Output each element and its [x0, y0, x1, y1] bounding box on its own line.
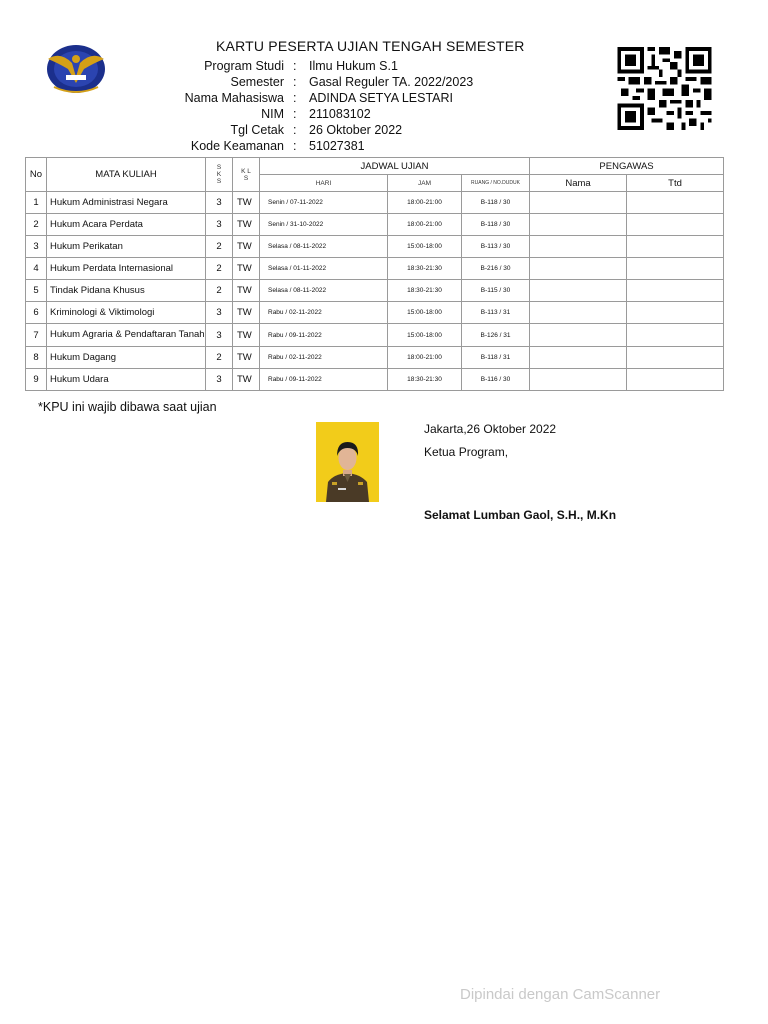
cell-ruang: B-113 / 31 [462, 302, 530, 324]
cell-mata-kuliah: Hukum Agraria & Pendaftaran Tanah [47, 324, 206, 347]
signature-role: Ketua Program, [424, 445, 509, 459]
cell-ruang: B-118 / 30 [462, 192, 530, 214]
cell-kls: TW [233, 192, 260, 214]
cell-pengawas-ttd [627, 302, 724, 324]
info-label: Program Studi [204, 59, 284, 73]
cell-ruang: B-118 / 31 [462, 347, 530, 369]
cell-kls: TW [233, 214, 260, 236]
cell-kls: TW [233, 369, 260, 391]
cell-ruang: B-116 / 30 [462, 369, 530, 391]
cell-pengawas-nama [530, 236, 627, 258]
info-value: Ilmu Hukum S.1 [309, 59, 398, 73]
cell-pengawas-nama [530, 258, 627, 280]
cell-kls: TW [233, 302, 260, 324]
cell-sks: 3 [206, 369, 233, 391]
cell-no: 9 [26, 369, 47, 391]
info-row-nim: NIM : 211083102 [0, 106, 560, 122]
cell-mata-kuliah: Hukum Udara [47, 369, 206, 391]
cell-mata-kuliah: Hukum Dagang [47, 347, 206, 369]
cell-pengawas-ttd [627, 258, 724, 280]
cell-sks: 2 [206, 236, 233, 258]
cell-no: 8 [26, 347, 47, 369]
cell-hari: Rabu / 02-11-2022 [260, 347, 388, 369]
cell-ruang: B-118 / 30 [462, 214, 530, 236]
signature-name: Selamat Lumban Gaol, S.H., M.Kn [424, 508, 617, 522]
cell-ruang: B-216 / 30 [462, 258, 530, 280]
header-kls: K L S [233, 158, 260, 192]
footer-note: *KPU ini wajib dibawa saat ujian [38, 400, 217, 414]
cell-sks: 2 [206, 280, 233, 302]
cell-no: 4 [26, 258, 47, 280]
header-ruang: RUANG / NO.DUDUK [462, 175, 530, 192]
info-value: 211083102 [309, 107, 371, 121]
cell-jam: 15:00-18:00 [388, 236, 462, 258]
cell-hari: Rabu / 02-11-2022 [260, 302, 388, 324]
cell-pengawas-nama [530, 214, 627, 236]
cell-hari: Selasa / 08-11-2022 [260, 236, 388, 258]
cell-mata-kuliah: Hukum Perikatan [47, 236, 206, 258]
info-row-program: Program Studi : Ilmu Hukum S.1 [0, 58, 560, 74]
cell-no: 6 [26, 302, 47, 324]
cell-mata-kuliah: Hukum Administrasi Negara [47, 192, 206, 214]
cell-no: 3 [26, 236, 47, 258]
header-ttd: Ttd [627, 175, 724, 192]
info-label: Tgl Cetak [230, 123, 284, 137]
cell-jam: 18:30-21:30 [388, 258, 462, 280]
cell-no: 7 [26, 324, 47, 347]
info-value: 51027381 [309, 139, 365, 153]
cell-hari: Rabu / 09-11-2022 [260, 369, 388, 391]
student-photo [316, 422, 379, 502]
info-value: Gasal Reguler TA. 2022/2023 [309, 75, 474, 89]
cell-pengawas-ttd [627, 192, 724, 214]
info-value: 26 Oktober 2022 [309, 123, 403, 137]
cell-jam: 18:30-21:30 [388, 369, 462, 391]
header-sks: S K S [206, 158, 233, 192]
cell-hari: Selasa / 08-11-2022 [260, 280, 388, 302]
header-pengawas: PENGAWAS [530, 158, 724, 175]
header-mata-kuliah: MATA KULIAH [47, 158, 206, 192]
cell-mata-kuliah: Hukum Acara Perdata [47, 214, 206, 236]
info-label: Kode Keamanan [190, 139, 284, 153]
cell-sks: 3 [206, 324, 233, 347]
cell-pengawas-ttd [627, 324, 724, 347]
info-row-security-code: Kode Keamanan : 51027381 [0, 138, 560, 154]
header-nama: Nama [530, 175, 627, 192]
cell-pengawas-nama [530, 324, 627, 347]
info-value: ADINDA SETYA LESTARI [309, 91, 454, 105]
cell-mata-kuliah: Tindak Pidana Khusus [47, 280, 206, 302]
info-label: Nama Mahasiswa [184, 91, 284, 105]
cell-pengawas-ttd [627, 214, 724, 236]
cell-hari: Selasa / 01-11-2022 [260, 258, 388, 280]
table-row [26, 324, 724, 347]
signature-place-date: Jakarta,26 Oktober 2022 [424, 422, 557, 436]
cell-pengawas-nama [530, 280, 627, 302]
scanner-watermark: Dipindai dengan CamScanner [460, 986, 661, 1003]
page-title: KARTU PESERTA UJIAN TENGAH SEMESTER [216, 38, 525, 54]
cell-ruang: B-113 / 30 [462, 236, 530, 258]
cell-pengawas-ttd [627, 369, 724, 391]
cell-kls: TW [233, 324, 260, 347]
cell-kls: TW [233, 258, 260, 280]
info-label: NIM [261, 107, 284, 121]
cell-hari: Rabu / 09-11-2022 [260, 324, 388, 347]
cell-sks: 3 [206, 214, 233, 236]
table-row [26, 258, 724, 280]
cell-pengawas-ttd [627, 236, 724, 258]
info-label: Semester [230, 75, 284, 89]
cell-ruang: B-115 / 30 [462, 280, 530, 302]
cell-kls: TW [233, 280, 260, 302]
table-row [26, 369, 724, 391]
header-jam: JAM [388, 175, 462, 192]
cell-kls: TW [233, 347, 260, 369]
cell-no: 5 [26, 280, 47, 302]
exam-schedule-table [25, 157, 724, 391]
cell-pengawas-nama [530, 302, 627, 324]
cell-no: 2 [26, 214, 47, 236]
cell-pengawas-nama [530, 192, 627, 214]
table-row [26, 236, 724, 258]
cell-pengawas-ttd [627, 280, 724, 302]
table-row [26, 214, 724, 236]
cell-sks: 3 [206, 302, 233, 324]
header-no: No [26, 158, 47, 192]
cell-pengawas-ttd [627, 347, 724, 369]
qr-code-icon [617, 47, 712, 130]
cell-sks: 2 [206, 258, 233, 280]
cell-jam: 15:00-18:00 [388, 324, 462, 347]
cell-jam: 18:00-21:00 [388, 192, 462, 214]
cell-mata-kuliah: Hukum Perdata Internasional [47, 258, 206, 280]
cell-pengawas-nama [530, 369, 627, 391]
cell-mata-kuliah: Kriminologi & Viktimologi [47, 302, 206, 324]
cell-ruang: B-126 / 31 [462, 324, 530, 347]
header-hari: HARI [260, 175, 388, 192]
cell-sks: 3 [206, 192, 233, 214]
table-row [26, 302, 724, 324]
cell-jam: 15:00-18:00 [388, 302, 462, 324]
table-row [26, 347, 724, 369]
cell-jam: 18:30-21:30 [388, 280, 462, 302]
cell-jam: 18:00-21:00 [388, 347, 462, 369]
cell-sks: 2 [206, 347, 233, 369]
header-jadwal: JADWAL UJIAN [260, 158, 530, 175]
cell-pengawas-nama [530, 347, 627, 369]
cell-jam: 18:00-21:00 [388, 214, 462, 236]
cell-no: 1 [26, 192, 47, 214]
cell-hari: Senin / 07-11-2022 [260, 192, 388, 214]
info-row-print-date: Tgl Cetak : 26 Oktober 2022 [0, 122, 560, 138]
info-row-semester: Semester : Gasal Reguler TA. 2022/2023 [0, 74, 560, 90]
cell-kls: TW [233, 236, 260, 258]
info-row-name: Nama Mahasiswa : ADINDA SETYA LESTARI [0, 90, 560, 106]
table-row [26, 192, 724, 214]
cell-hari: Senin / 31-10-2022 [260, 214, 388, 236]
table-row [26, 280, 724, 302]
